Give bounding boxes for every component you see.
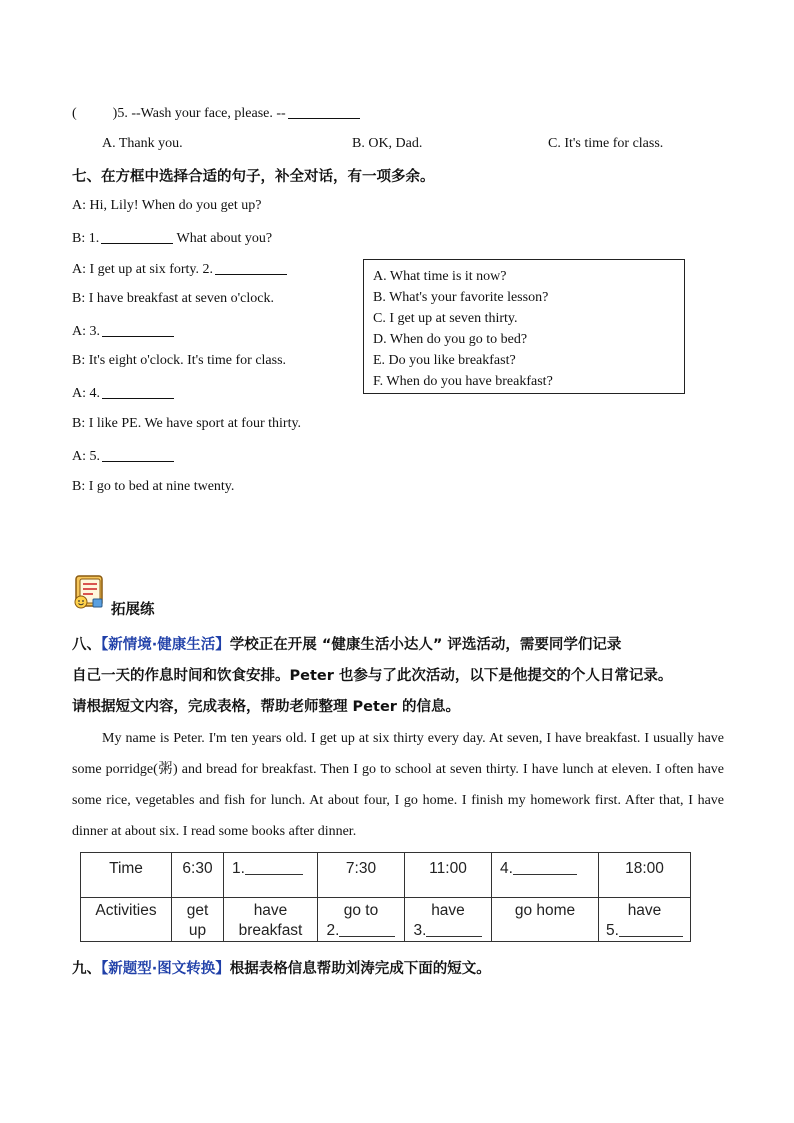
book-icon — [73, 574, 107, 610]
table-cell: 4. — [492, 853, 599, 898]
table-cell: Activities — [81, 898, 172, 942]
reading-passage: My name is Peter. I'm ten years old. I get up at six thirty every day. At seven, I have breakfast. I usually have some porridge(粥) and bread for breakfast. Then I go to school at seven thirty. I have lunch at eleven. I often have some rice, vegetables and fish for lunch. At about four, I go home. I finish my homework first. After that, I have dinner at about six. I read some books after dinner. — [72, 731, 724, 839]
option-item: B. What's your favorite lesson? — [373, 290, 549, 305]
option-item: A. What time is it now? — [373, 269, 507, 284]
table-cell: 6:30 — [172, 853, 224, 898]
table-cell: get up — [172, 898, 224, 942]
schedule-table — [80, 852, 691, 942]
dialogue-line: A: 4. — [72, 384, 174, 402]
answer-blank[interactable] — [513, 859, 577, 875]
table-cell: go to 2. — [318, 898, 405, 942]
extension-label: 拓展练 — [111, 602, 155, 618]
table-cell: 1. — [224, 853, 318, 898]
table-cell: have 5. — [599, 898, 691, 942]
section-tag: 【新情境·健康生活】 — [101, 637, 230, 653]
table-cell: have 3. — [405, 898, 492, 942]
table-row — [81, 853, 691, 898]
answer-blank[interactable] — [215, 260, 287, 275]
table-row — [81, 898, 691, 942]
dialogue-line: B: I have breakfast at seven o'clock. — [72, 291, 274, 306]
dialogue-line: A: I get up at six forty. 2. — [72, 260, 287, 278]
section-9-heading: 九、【新题型·图文转换】根据表格信息帮助刘涛完成下面的短文。 — [72, 961, 491, 977]
answer-blank[interactable] — [426, 921, 482, 937]
table-cell: 7:30 — [318, 853, 405, 898]
table-cell: 18:00 — [599, 853, 691, 898]
dialogue-line: B: It's eight o'clock. It's time for class. — [72, 353, 287, 368]
option-item: C. I get up at seven thirty. — [373, 311, 518, 326]
options-box — [363, 259, 685, 394]
option-item: D. When do you go to bed? — [373, 332, 528, 347]
option-c: C. It's time for class. — [548, 136, 664, 151]
dialogue-line: A: 5. — [72, 447, 174, 465]
dialogue-line: A: Hi, Lily! When do you get up? — [72, 198, 262, 213]
dialogue-line: B: I like PE. We have sport at four thirty. — [72, 416, 302, 431]
table-cell: go home — [492, 898, 599, 942]
answer-blank[interactable] — [102, 322, 174, 337]
dialogue-line: A: 3. — [72, 322, 174, 340]
question-5-text: 5. --Wash your face, please. -- — [117, 106, 286, 121]
option-item: F. When do you have breakfast? — [373, 374, 553, 389]
answer-blank[interactable] — [102, 447, 174, 462]
table-cell: have breakfast — [224, 898, 318, 942]
section-tag: 【新题型·图文转换】 — [101, 961, 230, 977]
table-cell: 11:00 — [405, 853, 492, 898]
table-cell: Time — [81, 853, 172, 898]
section-7-heading: 七、在方框中选择合适的句子，补全对话，有一项多余。 — [72, 169, 435, 185]
question-5: ( )5. --Wash your face, please. -- — [72, 104, 360, 122]
answer-blank[interactable] — [102, 384, 174, 399]
answer-blank[interactable] — [288, 104, 360, 119]
option-a: A. Thank you. — [102, 136, 183, 151]
dialogue-line: B: 1. What about you? — [72, 231, 273, 246]
answer-blank[interactable] — [101, 229, 173, 244]
answer-blank[interactable] — [619, 921, 683, 937]
answer-blank[interactable] — [245, 859, 303, 875]
option-item: E. Do you like breakfast? — [373, 353, 516, 368]
dialogue-line: B: I go to bed at nine twenty. — [72, 479, 235, 494]
option-b: B. OK, Dad. — [352, 136, 423, 151]
section-8-heading: 八、【新情境·健康生活】学校正在开展 “健康生活小达人” 评选活动，需要同学们记录 — [72, 637, 622, 653]
section-8-line-3: 请根据短文内容，完成表格，帮助老师整理 Peter 的信息。 — [72, 699, 460, 715]
section-8-line-2: 自己一天的作息时间和饮食安排。Peter 也参与了此次活动，以下是他提交的个人日常记录。 — [72, 668, 673, 684]
answer-blank[interactable] — [339, 921, 395, 937]
